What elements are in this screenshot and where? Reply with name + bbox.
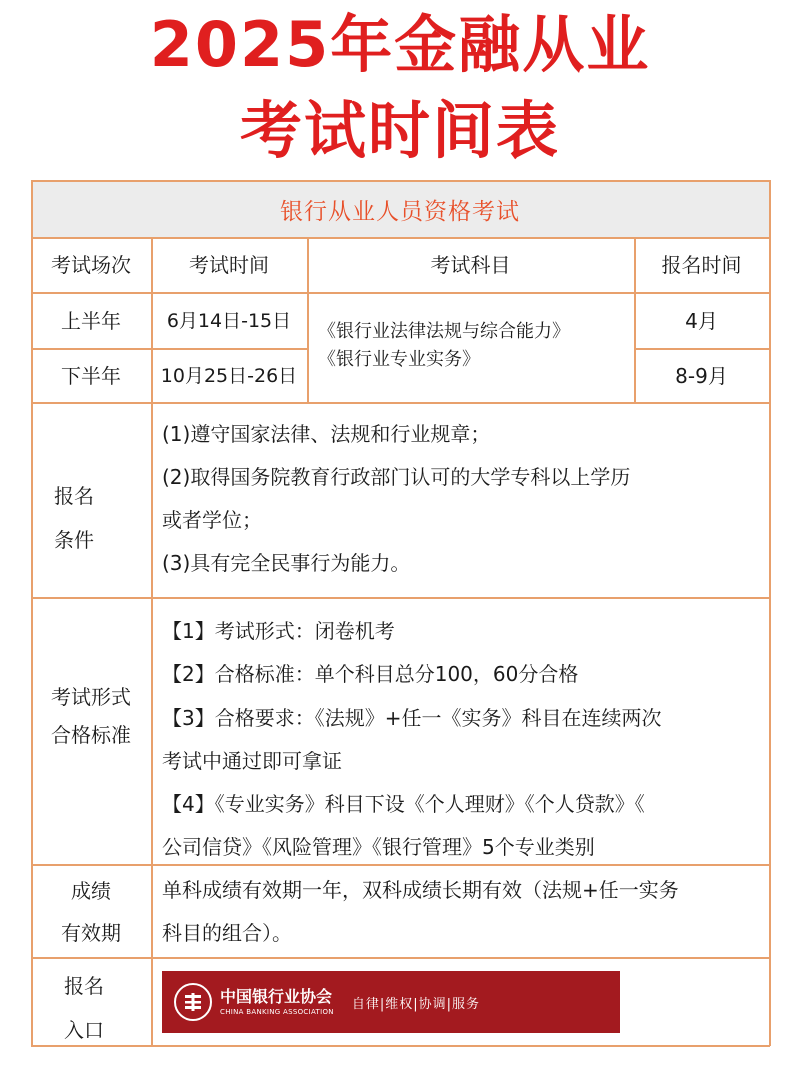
entry-label (54, 964, 134, 1052)
format-line: 【2】合格标准：单个科目总分100，60分合格 (162, 662, 579, 686)
logo-english-name: CHINA BANKING ASSOCIATION (220, 1008, 334, 1016)
header-signup: 报名时间 (661, 253, 742, 277)
row-time: 10月25日-26日 (160, 364, 298, 387)
header-subject: 考试科目 (430, 253, 511, 277)
header-session: 考试场次 (51, 253, 131, 277)
format-line: 【3】合格要求：《法规》+任一《实务》科目在连续两次 (162, 706, 662, 730)
condition-line: (2)取得国务院教育行政部门认可的大学专科以上学历 (162, 465, 631, 489)
validity-label (31, 870, 151, 954)
condition-line: (3)具有完全民事行为能力。 (162, 551, 411, 575)
header-time: 考试时间 (189, 253, 269, 277)
label-line: 有效期 (61, 921, 121, 945)
label-line: 报名 (54, 484, 94, 508)
row-signup: 8-9月 (675, 363, 728, 388)
format-label (31, 678, 151, 754)
row-time: 6月14日-15日 (166, 309, 292, 332)
label-line: 条件 (54, 528, 94, 552)
section-title: 银行从业人员资格考试 (31, 181, 769, 237)
format-line: 【4】《专业实务》科目下设《个人理财》《个人贷款》《 (162, 792, 645, 816)
subject-item: 《银行业专业实务》 (318, 349, 480, 370)
conditions-label (54, 474, 134, 562)
page-title-line1: 2025年金融从业 (149, 8, 651, 81)
format-line: 考试中通过即可拿证 (162, 749, 342, 773)
row-session: 下半年 (61, 363, 121, 388)
label-line: 成绩 (71, 879, 111, 903)
bank-association-seal-icon (174, 983, 212, 1021)
condition-line: (1)遵守国家法律、法规和行业规章； (162, 422, 491, 446)
label-line: 报名 (64, 974, 104, 998)
label-line: 入口 (64, 1018, 104, 1042)
logo-text (220, 987, 334, 1017)
label-line: 合格标准 (51, 723, 131, 747)
row-session: 上半年 (61, 308, 121, 333)
validity-line: 单科成绩有效期一年，双科成绩长期有效（法规+任一实务 (162, 878, 679, 902)
logo-chinese-name: 中国银行业协会 (220, 987, 333, 1006)
subjects-cell (318, 318, 630, 374)
format-line: 公司信贷》《风险管理》《银行管理》5个专业类别 (162, 835, 595, 859)
validity-line: 科目的组合）。 (162, 921, 292, 945)
label-line: 考试形式 (51, 685, 131, 709)
condition-line: 或者学位； (162, 508, 262, 532)
format-line: 【1】考试形式：闭卷机考 (162, 619, 395, 643)
row-signup: 4月 (685, 308, 718, 333)
logo-slogan: 自律|维权|协调|服务 (351, 996, 480, 1012)
subject-item: 《银行业法律法规与综合能力》 (318, 321, 570, 342)
page-title-line2: 考试时间表 (239, 94, 560, 167)
signup-entry-banner[interactable] (162, 971, 620, 1033)
